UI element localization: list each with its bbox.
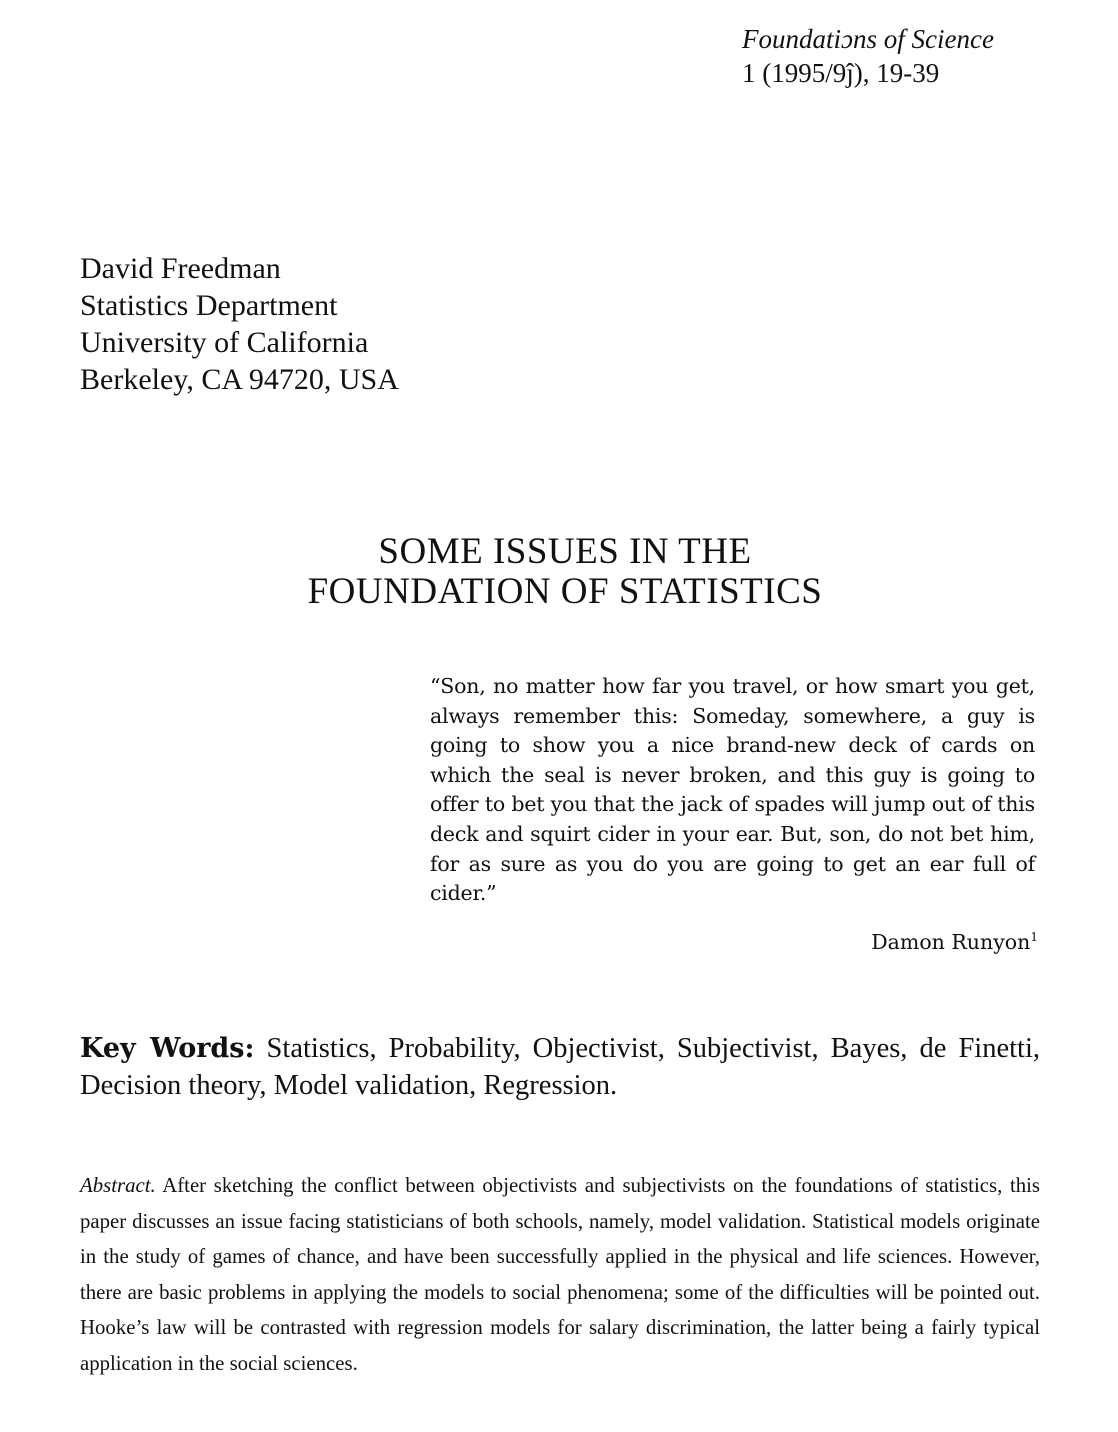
author-name: David Freedman [80,252,281,285]
title-line-1: SOME ISSUES IN THE [378,531,752,572]
journal-citation [742,22,994,90]
author-address: Berkeley, CA 94720, USA [80,363,399,396]
epigraph-quote: “Son, no matter how far you travel, or how smart you get, always remember this: Someday, somewhere, a guy is going to show you a nice brand-new deck of cards on which the seal is never broken, and this guy is going to offer to bet you that the jack of spades will jump out of this deck and squirt cider in your ear. But, son, do not bet him, for as sure as you do you are going to get an ear full of cider.” [430,674,1035,906]
author-university: University of California [80,326,369,359]
journal-volume: 1 (1995/9ĵ), 19-39 [742,58,940,88]
paper-title [0,532,1118,612]
keywords [80,1030,1040,1104]
author-block [80,250,399,398]
author-department: Statistics Department [80,289,338,322]
epigraph-attribution [871,930,1038,954]
title-line-2: FOUNDATION OF STATISTICS [307,571,823,612]
footnote-mark: 1 [1030,930,1038,945]
journal-name: Foundatiɔns of Science [742,24,994,54]
attribution-name: Damon Runyon [871,930,1031,954]
keywords-text: Statistics, Probability, Objectivist, Subjectivist, Bayes, de Finetti, Decision theory, Model validation, Regression. [80,1033,1041,1101]
abstract [80,1168,1040,1382]
abstract-label: Abstract. [80,1174,156,1197]
abstract-text: After sketching the conflict between objectivists and subjectivists on the foundations of statistics, this paper discusses an issue facing statisticians of both schools, namely, model validation. Statistical models originate in the study of games of chance, and have been successfully applied in the physical and life sciences. However, there are basic problems in applying the models to social phenomena; some of the difficulties will be pointed out. Hooke’s law will be contrasted with regression models for salary discrimination, the latter being a fairly typical application in the social sciences. [80,1174,1040,1375]
keywords-label: Key Words: [80,1033,255,1064]
